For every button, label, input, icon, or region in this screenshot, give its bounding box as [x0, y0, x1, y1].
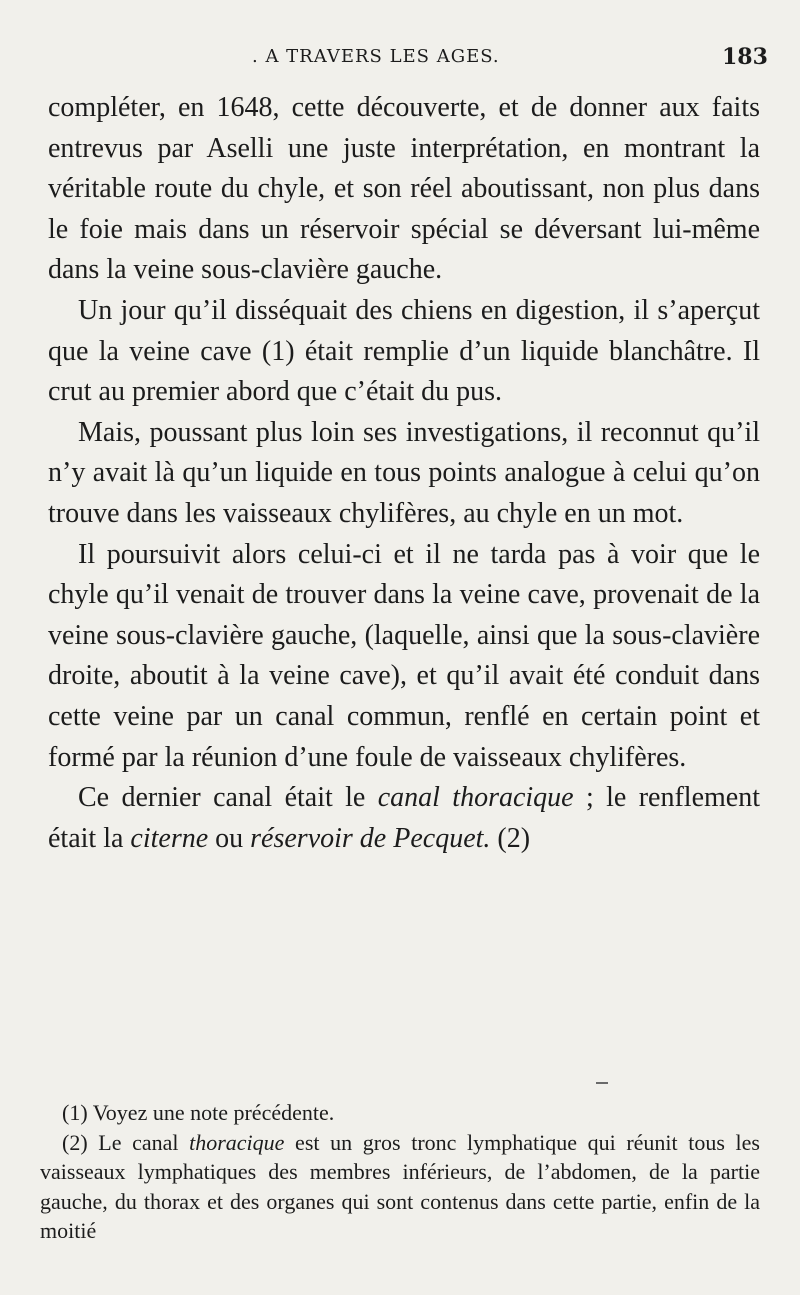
paragraph	[48, 88, 760, 291]
paragraph	[48, 413, 760, 535]
paragraph	[48, 535, 760, 779]
text-run: (2)	[490, 822, 531, 854]
text-run: Ce dernier canal était le	[78, 782, 378, 814]
footnotes	[40, 1098, 760, 1246]
footnote-text: est un gros tronc lymphatique qui réunit tous les vaisseaux lymphatiques des membres inférieurs, de l’abdomen, de la partie gauche, du thorax et des organes qui sont contenus dans cette partie, enfin de la moitié	[40, 1129, 760, 1243]
page-number: 183	[722, 44, 768, 70]
text-run: ou	[208, 822, 251, 854]
text-run: Il poursuivit alors celui-ci et il ne tarda pas à voir que le chyle qu’il venait de trouver dans la veine cave, provenait de la veine sous-clavière gauche, (laquelle, ainsi que la sous-clavière droite, aboutit à la veine cave), et qu’il avait été conduit dans cette veine par un canal commun, renflé en certain point et formé par la réunion d’une foule de vaisseaux chylifères.	[48, 538, 760, 773]
italic-term: réservoir de Pecquet.	[250, 822, 491, 854]
footnote	[40, 1128, 760, 1246]
paragraph	[48, 778, 760, 859]
italic-term: canal thoracique	[377, 782, 574, 814]
footnote	[40, 1098, 760, 1128]
footnote-text: (1) Voyez une note précédente.	[62, 1100, 335, 1125]
footnote-text: (2) Le canal	[62, 1129, 190, 1155]
italic-term: citerne	[130, 822, 209, 854]
text-run: ; le renflement était la	[48, 782, 760, 854]
text-run: compléter, en 1648, cette découverte, et de donner aux faits entrevus par Aselli une juste interprétation, en montrant la véritable route du chyle, et son réel aboutissant, non plus dans le foie mais dans un réservoir spécial se déversant lui-même dans la veine sous-clavière gauche.	[48, 92, 760, 286]
body-text	[48, 88, 760, 859]
italic-term: thoracique	[189, 1129, 285, 1155]
page-header	[0, 42, 800, 72]
running-head: . A TRAVERS LES AGES.	[252, 46, 500, 67]
paragraph	[48, 291, 760, 413]
text-run: Un jour qu’il disséquait des chiens en digestion, il s’aperçut que la veine cave (1) était remplie d’un liquide blanchâtre. Il crut au premier abord que c’était du pus.	[48, 294, 760, 408]
footnote-separator	[596, 1082, 608, 1084]
text-run: Mais, poussant plus loin ses investigations, il reconnut qu’il n’y avait là qu’un liquide en tous points analogue à celui qu’on trouve dans les vaisseaux chylifères, au chyle en un mot.	[48, 416, 760, 529]
